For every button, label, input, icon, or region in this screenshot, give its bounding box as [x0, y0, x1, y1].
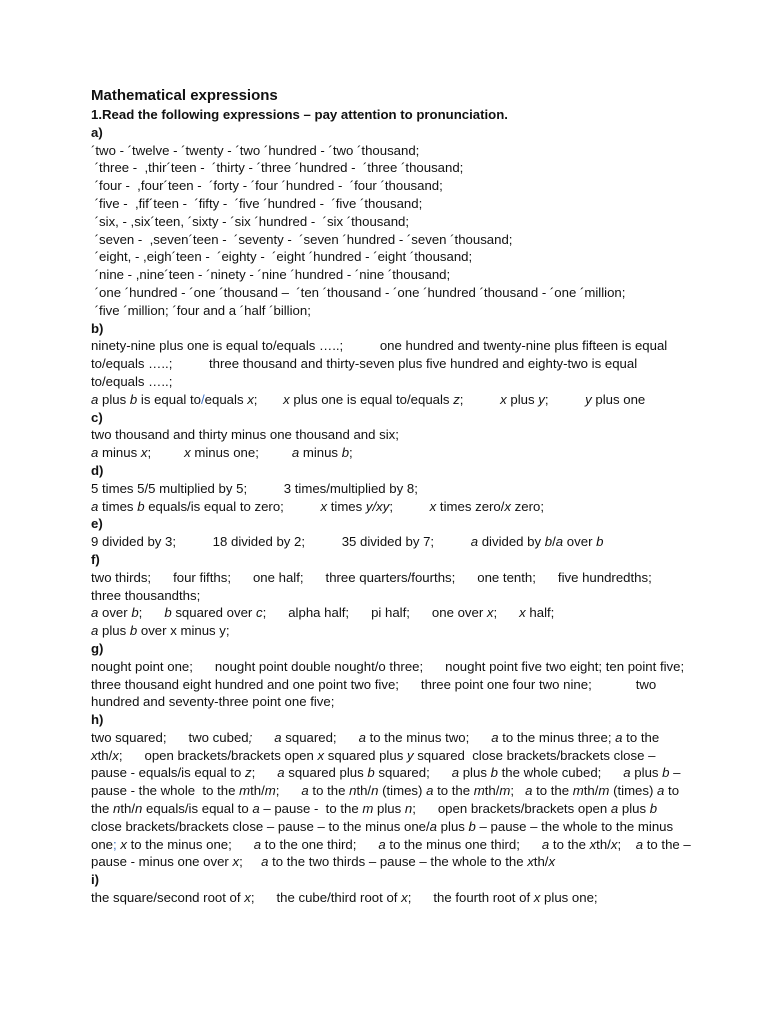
- text: over: [563, 534, 597, 550]
- var: n: [404, 801, 413, 817]
- text: plus: [373, 801, 405, 817]
- var: x: [120, 836, 127, 852]
- var-x: x: [247, 391, 254, 407]
- text: zero;: [511, 498, 544, 514]
- text: squared plus: [324, 747, 407, 763]
- var: a: [635, 836, 644, 852]
- text: to the: [433, 783, 474, 799]
- var-y: y: [538, 391, 545, 407]
- text: ;: [493, 605, 520, 621]
- text: /: [552, 534, 556, 550]
- var-z: z: [453, 391, 460, 407]
- var: x: [91, 747, 98, 763]
- var: a: [623, 765, 631, 781]
- slash-mark: /: [201, 391, 205, 407]
- var: a: [291, 445, 300, 461]
- text: th/: [250, 783, 265, 799]
- var: a: [615, 729, 623, 745]
- section-a-line-1: ´two - ´twelve - ´twenty - ´two ´hundred - ´two ´thousand;: [91, 142, 420, 158]
- section-i-line-1: [91, 889, 691, 907]
- section-a-line-7: ´eight, - ,eigh´teen - ´eighty - ´eight ´hundred - ´eight ´thousand;: [91, 249, 473, 265]
- text: 9 divided by 3; 18 divided by 2; 35 divided by 7;: [91, 534, 471, 550]
- section-b-label: b): [91, 320, 104, 336]
- instruction-heading: 1.Read the following expressions – pay attention to pronunciation.: [91, 107, 508, 122]
- var: a: [358, 729, 366, 745]
- section-a-label: a): [91, 124, 103, 140]
- var: x: [504, 498, 512, 514]
- text: th/: [484, 783, 500, 799]
- section-c-line-1: two thousand and thirty minus one thousand and six;: [91, 427, 399, 443]
- var: x: [589, 836, 597, 852]
- text: times: [327, 498, 366, 514]
- text: th/: [356, 783, 372, 799]
- var: b: [490, 765, 498, 781]
- var: n: [371, 783, 379, 799]
- var: a: [426, 783, 434, 799]
- text: squared close brackets/brackets close – pause - equals/is equal to: [91, 747, 660, 781]
- var: x: [320, 498, 328, 514]
- text: to the: [549, 836, 590, 852]
- text: ;: [349, 445, 353, 461]
- var: x: [140, 445, 148, 461]
- var: x: [527, 854, 534, 870]
- var: a: [253, 836, 262, 852]
- semicolon-mark: ;: [113, 836, 117, 852]
- var: x: [533, 890, 541, 906]
- var: b: [544, 534, 553, 550]
- text: ;: [459, 391, 501, 407]
- var: a: [301, 783, 309, 799]
- var-x: x: [283, 391, 290, 407]
- var: a: [91, 605, 99, 621]
- var: a: [525, 783, 533, 799]
- var: x: [184, 445, 191, 461]
- var: x: [548, 854, 556, 870]
- var: x: [244, 890, 251, 906]
- var: x: [519, 605, 526, 621]
- var: a: [491, 729, 499, 745]
- text: to the minus one third;: [385, 836, 542, 852]
- section-h-label: h): [91, 712, 104, 728]
- text: to the minus two;: [365, 729, 492, 745]
- var: x: [401, 890, 408, 906]
- var: a: [261, 854, 269, 870]
- var: n: [113, 801, 121, 817]
- var-a: a: [91, 391, 99, 407]
- var: a: [252, 801, 260, 817]
- var: b: [129, 623, 138, 639]
- var: n: [349, 783, 357, 799]
- section-f-line-3: [91, 622, 691, 640]
- var: a: [451, 765, 460, 781]
- text: to the: [308, 783, 350, 799]
- section-d-line-1: 5 times 5/5 multiplied by 5; 3 times/multiplied by 8;: [91, 480, 418, 496]
- text: (times): [609, 783, 658, 799]
- text: (times): [378, 783, 427, 799]
- text: to the minus three;: [498, 729, 616, 745]
- text: th/: [533, 854, 549, 870]
- text: ;: [138, 605, 165, 621]
- var: m: [264, 783, 276, 799]
- text: equals/is equal to: [142, 801, 253, 817]
- text: squared;: [281, 729, 359, 745]
- section-a-line-5: ´six, - ,six´teen, ´sixty - ´six ´hundred - ´six ´thousand;: [91, 213, 410, 229]
- text: squared over: [171, 605, 256, 621]
- text: plus one;: [540, 890, 598, 906]
- section-d-label: d): [91, 462, 104, 478]
- var: a: [657, 783, 665, 799]
- section-a-line-6: ´seven - ,seven´teen - ´seventy - ´seven ´hundred - ´seven ´thousand;: [91, 231, 513, 247]
- var: b: [649, 801, 658, 817]
- section-a-line-8: ´nine - ,nine´teen - ´ninety - ´nine ´hundred - ´nine ´thousand;: [91, 267, 451, 283]
- var: x: [112, 747, 119, 763]
- var: a: [274, 729, 282, 745]
- text: ; alpha half; pi half; one over: [262, 605, 487, 621]
- var: m: [362, 801, 374, 817]
- text: squared plus: [284, 765, 368, 781]
- var: x: [429, 498, 437, 514]
- var: m: [239, 783, 251, 799]
- var: a: [277, 765, 285, 781]
- text: ; open brackets/brackets open: [118, 747, 318, 763]
- var: a: [610, 801, 619, 817]
- var-x: x: [500, 391, 507, 407]
- text: ;: [275, 783, 302, 799]
- section-c-label: c): [91, 409, 103, 425]
- var: a: [541, 836, 550, 852]
- text: ;: [389, 498, 430, 514]
- text: – pause - the whole to the: [91, 765, 685, 799]
- text: to the: [622, 729, 663, 745]
- var: a: [470, 534, 479, 550]
- section-f-line-2: [91, 604, 691, 622]
- section-a-line-3: ´four - ,four´teen - ´forty - ´four ´hundred - ´four ´thousand;: [91, 178, 443, 194]
- document-page: [91, 86, 707, 907]
- text: ; the cube/third root of: [250, 890, 402, 906]
- var: m: [499, 783, 511, 799]
- var: a: [91, 498, 99, 514]
- text: plus: [459, 765, 491, 781]
- text: squared;: [374, 765, 452, 781]
- var-b: b: [129, 391, 138, 407]
- text: – pause - to the: [259, 801, 363, 817]
- var: b: [137, 498, 145, 514]
- section-b-paragraph: ninety-nine plus one is equal to/equals …..; one hundred and twenty-nine plus fifteen is equal to/equals …..; three thousand and thirty-seven plus five hundred and eighty-two is equal to/equals …..;: [91, 338, 671, 389]
- text: ;: [251, 765, 278, 781]
- text: ;: [147, 445, 185, 461]
- section-d-line-2: [91, 498, 691, 516]
- var: x: [486, 605, 494, 621]
- var: a: [555, 534, 564, 550]
- var: m: [473, 783, 485, 799]
- var: b: [367, 765, 375, 781]
- text: close brackets/brackets close – pause – to the minus one/: [91, 801, 661, 834]
- section-h-paragraph: [91, 729, 695, 871]
- section-g-paragraph: nought point one; nought point double nought/o three; nought point five two eight; ten point five; three thousand eight hundred and one point two five; three point one four two nine; two hundred and seventy-three point one five;: [91, 658, 707, 710]
- text: to the – pause - minus one over: [91, 836, 695, 870]
- var: a: [91, 445, 99, 461]
- text: equals/is equal to zero;: [144, 498, 321, 514]
- text: [252, 730, 274, 745]
- text: to the minus one;: [126, 836, 254, 852]
- var: y/xy: [365, 498, 390, 514]
- text: minus: [299, 445, 342, 461]
- section-i-label: i): [91, 872, 100, 888]
- var: b: [468, 818, 476, 834]
- section-e-label: e): [91, 516, 103, 532]
- text: plus: [437, 818, 469, 834]
- section-e-line-1: [91, 533, 691, 551]
- text: over: [98, 605, 132, 621]
- text: ;: [617, 836, 636, 852]
- var: m: [598, 783, 610, 799]
- text: minus: [98, 445, 141, 461]
- text: the whole cubed;: [497, 765, 624, 781]
- section-g-label: g): [91, 640, 104, 656]
- var: x: [317, 747, 325, 763]
- var: a: [91, 623, 99, 639]
- text: is equal to: [137, 391, 201, 407]
- page-title: Mathematical expressions: [91, 87, 278, 104]
- text: to the: [91, 783, 683, 817]
- section-b-line-2: [91, 391, 691, 409]
- text: over x minus y;: [137, 623, 230, 639]
- text: – pause – the whole to the minus one: [91, 818, 677, 852]
- var: z: [244, 765, 252, 781]
- text: times zero/: [436, 498, 505, 514]
- text: plus: [630, 765, 663, 781]
- section-c-line-2: [91, 444, 691, 462]
- text: ;: [544, 391, 586, 407]
- text: the square/second root of: [91, 890, 245, 906]
- section-a-line-9: ´one ´hundred - ´one ´thousand – ´ten ´thousand - ´one ´hundred ´thousand - ´one ´million;: [91, 284, 626, 300]
- text: half;: [525, 605, 555, 621]
- text: plus: [618, 801, 650, 817]
- text: th/: [596, 836, 611, 852]
- text: ;: [239, 854, 262, 870]
- text: plus: [98, 623, 130, 639]
- var: b: [341, 445, 350, 461]
- text: ; the fourth root of: [407, 890, 534, 906]
- text: divided by: [478, 534, 545, 550]
- section-a-line-2: ´three - ,thir´teen - ´thirty - ´three ´hundred - ´three ´thousand;: [91, 160, 464, 176]
- text: plus: [98, 391, 130, 407]
- text: to the one third;: [261, 836, 379, 852]
- text: plus one is equal to/equals: [289, 391, 454, 407]
- var: n: [135, 801, 143, 817]
- text: ;: [510, 783, 526, 799]
- text: plus: [506, 391, 539, 407]
- var: y: [406, 747, 414, 763]
- var: b: [164, 605, 172, 621]
- var: b: [596, 534, 604, 550]
- text: times: [98, 498, 138, 514]
- text: ; open brackets/brackets open: [412, 801, 611, 817]
- var: a: [429, 818, 438, 834]
- text: th/: [97, 747, 113, 763]
- var: x: [610, 836, 618, 852]
- var: b: [662, 765, 670, 781]
- text: to the: [532, 783, 573, 799]
- text: equals: [204, 391, 248, 407]
- var: b: [131, 605, 139, 621]
- section-a-line-4: ´five - ,fif´teen - ´fifty - ´five ´hundred - ´five ´thousand;: [91, 195, 423, 211]
- text: th/: [583, 783, 599, 799]
- section-f-paragraph: two thirds; four fifths; one half; three quarters/fourths; one tenth; five hundredths; three thousandths;: [91, 569, 671, 603]
- section-a-line-10: ´five ´million; ´four and a ´half ´billion;: [91, 302, 311, 318]
- text: plus one: [591, 391, 646, 407]
- text: ;: [253, 391, 284, 407]
- var: c: [255, 605, 263, 621]
- var-y: y: [585, 391, 592, 407]
- var: x: [232, 854, 240, 870]
- text: minus one;: [190, 445, 292, 461]
- var: a: [378, 836, 386, 852]
- text: th/: [120, 801, 136, 817]
- text: ;: [248, 729, 253, 745]
- text: to the two thirds – pause – the whole to the: [268, 854, 528, 870]
- text: two squared; two cubed: [91, 729, 249, 745]
- var: m: [572, 783, 584, 799]
- section-f-label: f): [91, 551, 100, 567]
